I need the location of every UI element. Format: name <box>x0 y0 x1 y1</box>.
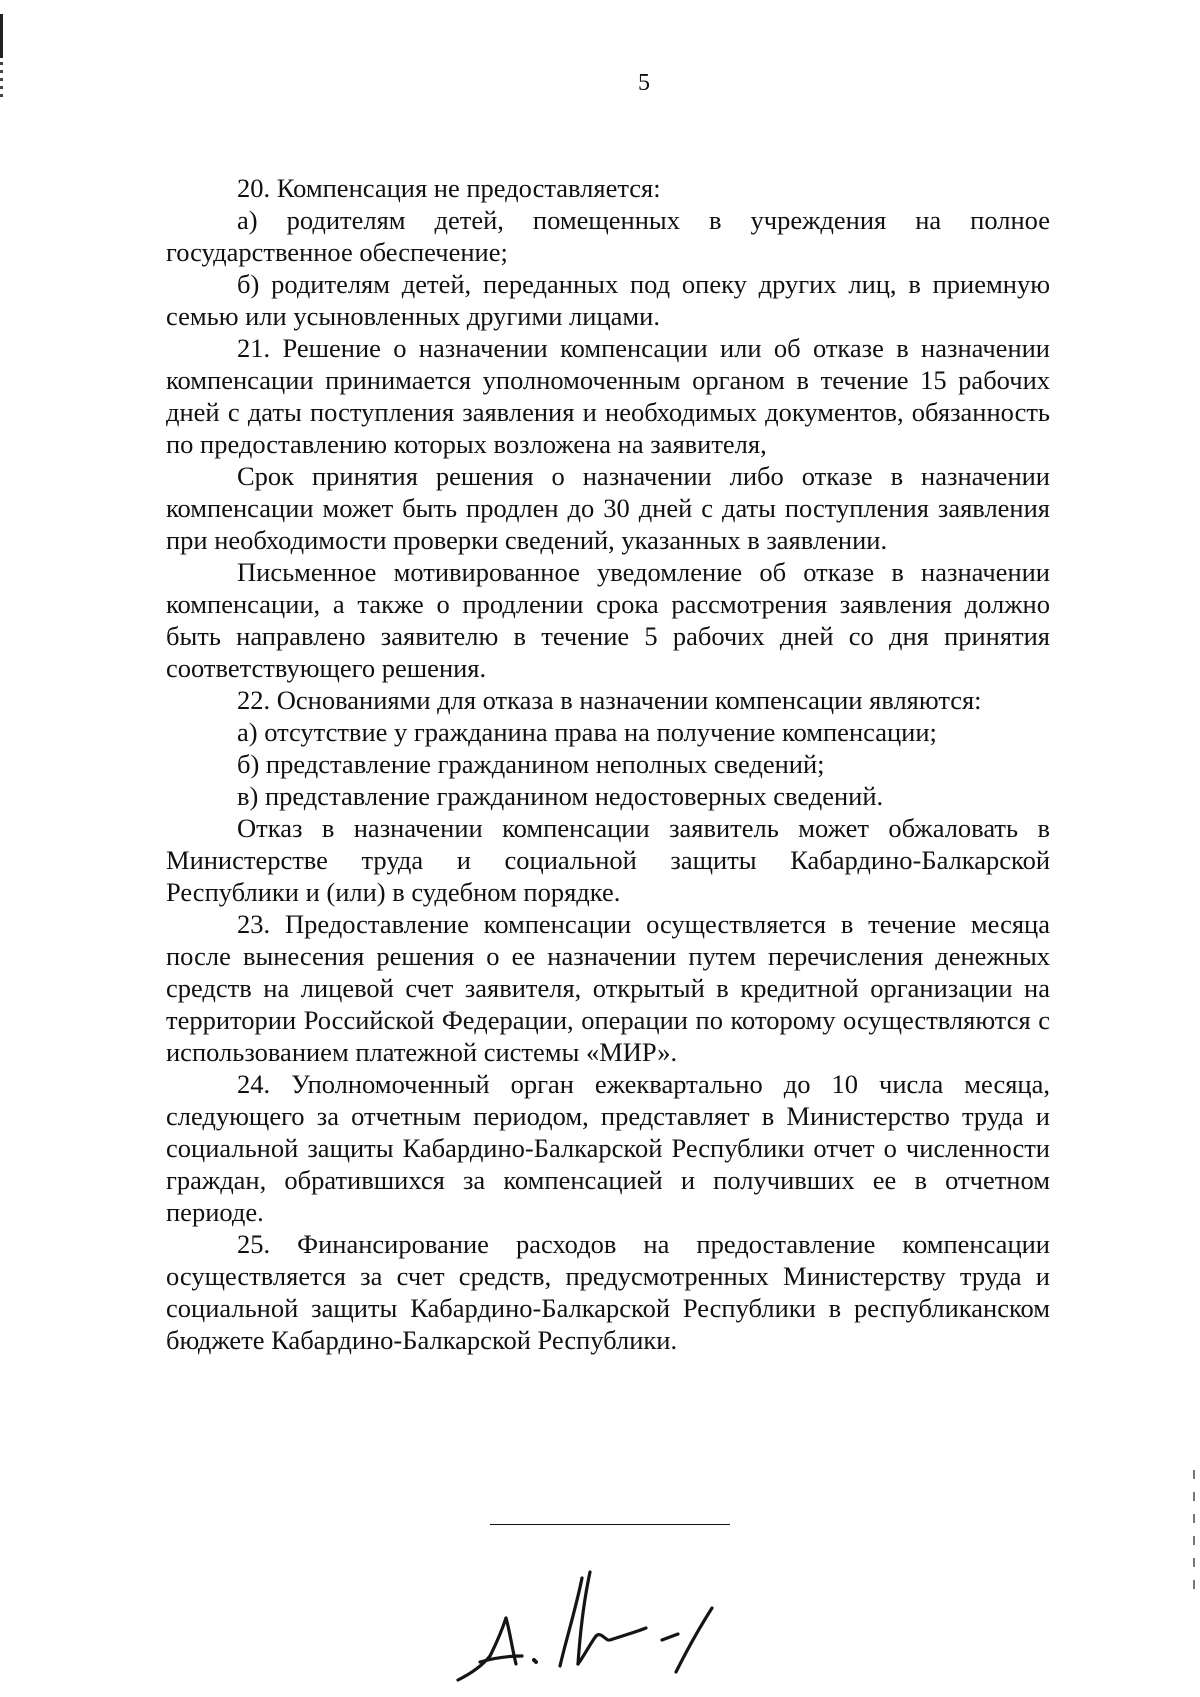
paragraph-20-b: б) родителям детей, переданных под опеку других лиц, в приемную семью или усыновленных другими лицами. <box>166 269 1050 331</box>
paragraph-23: 23. Предоставление компенсации осуществляется в течение месяца после вынесения решения о ее назначении путем перечисления денежных средств на лицевой счет заявителя, открытый в кредитной организации на территории Российской Федерации, операции по которому осуществляются с использованием платежной системы «МИР». <box>166 909 1050 1067</box>
scan-edge-right-mark <box>1193 1470 1195 1590</box>
paragraph-22-a: а) отсутствие у гражданина права на получение компенсации; <box>237 717 937 747</box>
paragraph-20: 20. Компенсация не предоставляется: <box>237 173 661 203</box>
end-separator-line <box>490 1524 730 1525</box>
paragraph-22-c: в) представление гражданином недостоверных сведений. <box>237 781 884 811</box>
scan-edge-mark <box>0 14 3 58</box>
paragraph-21-term: Срок принятия решения о назначении либо отказе в назначении компенсации может быть продлен до 30 дней с даты поступления заявления при необходимости проверки сведений, указанных в заявлении. <box>166 461 1050 555</box>
paragraph-24: 24. Уполномоченный орган ежеквартально до 10 числа месяца, следующего за отчетным периодом, представляет в Министерство труда и социальной защиты Кабардино-Балкарской Республики отчет о численности граждан, обратившихся за компенсацией и получивших ее в отчетном периоде. <box>166 1069 1050 1227</box>
paragraph-21: 21. Решение о назначении компенсации или об отказе в назначении компенсации принимается уполномоченным органом в течение 15 рабочих дней с даты поступления заявления и необходимых документов, обязанность по предоставлению которых возложена на заявителя, <box>166 333 1050 459</box>
handwritten-signature-icon <box>450 1548 740 1688</box>
paragraph-22-appeal: Отказ в назначении компенсации заявитель может обжаловать в Министерстве труда и социальной защиты Кабардино-Балкарской Республики и (или) в судебном порядке. <box>166 813 1050 907</box>
page-number: 5 <box>638 70 650 96</box>
paragraph-20-a: а) родителям детей, помещенных в учреждения на полное государственное обеспечение; <box>166 205 1050 267</box>
paragraph-22-b: б) представление гражданином неполных сведений; <box>237 749 825 779</box>
paragraph-22: 22. Основаниями для отказа в назначении компенсации являются: <box>237 685 982 715</box>
paragraph-25: 25. Финансирование расходов на предоставление компенсации осуществляется за счет средств, предусмотренных Министерству труда и социальной защиты Кабардино-Балкарской Республики в республиканском бюджете Кабардино-Балкарской Республики. <box>166 1229 1050 1355</box>
document-body <box>166 172 1050 1356</box>
paragraph-21-notice: Письменное мотивированное уведомление об отказе в назначении компенсации, а также о продлении срока рассмотрения заявления должно быть направлено заявителю в течение 5 рабочих дней со дня принятия соответствующего решения. <box>166 557 1050 683</box>
